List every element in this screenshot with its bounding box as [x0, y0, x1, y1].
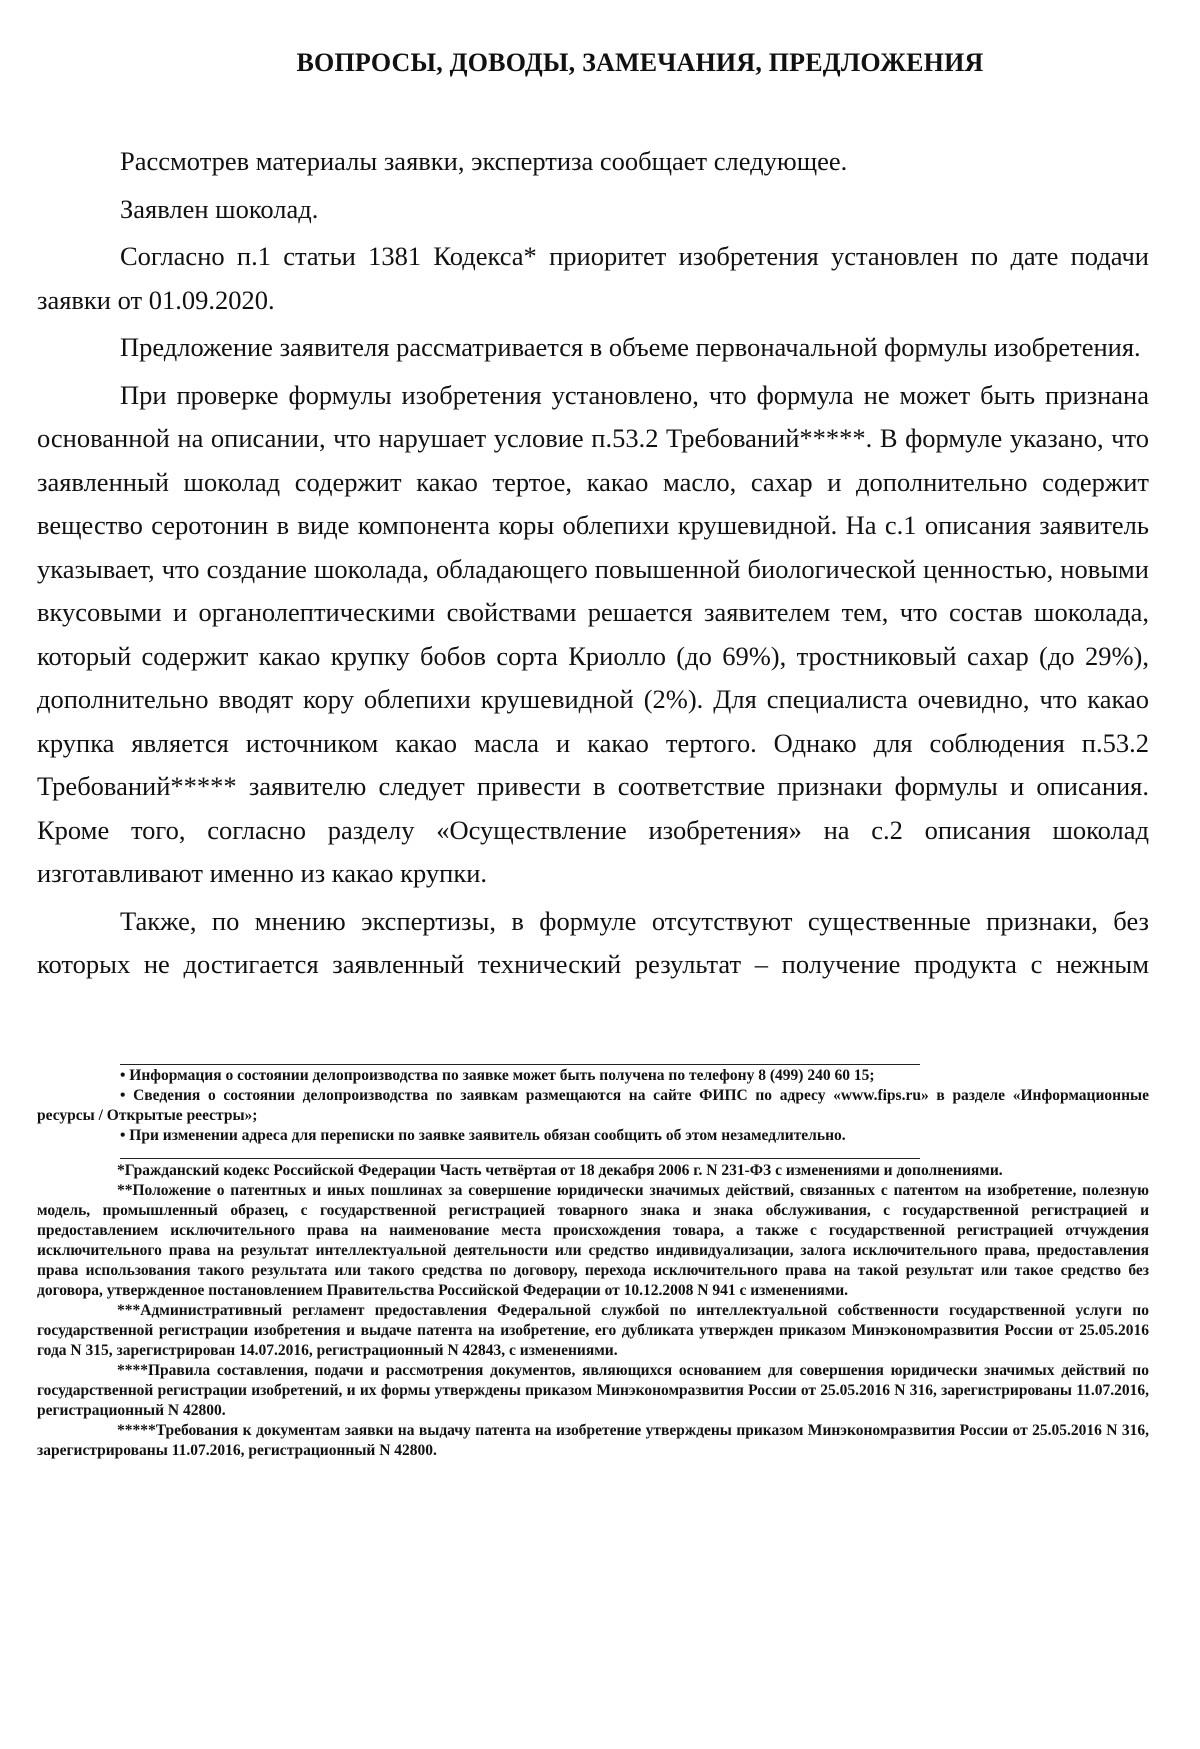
- footnote-separator-line: [120, 1158, 920, 1159]
- paragraph: Заявлен шоколад.: [120, 193, 319, 224]
- footnotes: [37, 1161, 1149, 1461]
- footnote: ****Правила составления, подачи и рассмотрения документов, являющихся основанием для совершения юридически значимых действий по государственной регистрации изобретений, и их формы утверждены приказом Минэкономразвития России от 25.05.2016 N 316, зарегистрированы 11.07.2016, регистрационный N 42800.: [37, 1362, 1149, 1419]
- paragraph: Рассмотрев материалы заявки, экспертиза сообщает следующее.: [120, 146, 848, 176]
- paragraph: Согласно п.1 статьи 1381 Кодекса* приоритет изобретения установлен по дате подачи заявки от 01.09.2020.: [37, 241, 1149, 315]
- page-title: ВОПРОСЫ, ДОВОДЫ, ЗАМЕЧАНИЯ, ПРЕДЛОЖЕНИЯ: [296, 48, 984, 77]
- footnote: **Положение о патентных и иных пошлинах за совершение юридически значимых действий, связанных с патентом на изобретение, полезную модель, промышленный образец, с государственной регистрацией товарного знака и знака обслуживания, с государственной регистрацией и предоставлением исключительного права на наименование места происхождения товара, а также с государственной регистрацией отчуждения исключительного права на результат интеллектуальной деятельности или средство индивидуализации, залога исключительного права, предоставления права использования такого результата или такого средства по договору, перехода исключительного права на такой результат или такое средство без договора, утвержденное постановлением Правительства Российской Федерации от 10.12.2008 N 941 с изменениями.: [37, 1182, 1149, 1299]
- info-notes: [37, 1066, 1149, 1146]
- paragraph: Предложение заявителя рассматривается в объеме первоначальной формулы изобретения.: [120, 332, 1141, 362]
- info-note: • При изменении адреса для переписки по заявке заявитель обязан сообщить об этом незамедлительно.: [120, 1127, 846, 1144]
- footnote: *****Требования к документам заявки на выдачу патента на изобретение утверждены приказом Минэкономразвития России от 25.05.2016 N 316, зарегистрированы 11.07.2016, регистрационный N 42800.: [37, 1422, 1149, 1459]
- paragraph: Также, по мнению экспертизы, в формуле отсутствуют существенные признаки, без которых не достигается заявленный технический результат – получение продукта с нежным: [37, 905, 1149, 979]
- body-text: [37, 140, 1149, 987]
- paragraph: При проверке формулы изобретения установлено, что формула не может быть признана основанной на описании, что нарушает условие п.53.2 Требований*****. В формуле указано, что заявленный шоколад содержит какао тертое, какао масло, сахар и дополнительно содержит вещество серотонин в виде компонента коры облепихи крушевидной. На с.1 описания заявитель указывает, что создание шоколада, обладающего повышенной биологической ценностью, новыми вкусовыми и органолептическими свойствами решается заявителем тем, что состав шоколада, который содержит какао крупку бобов сорта Криолло (до 69%), тростниковый сахар (до 29%), дополнительно вводят кору облепихи крушевидной (2%). Для специалиста очевидно, что какао крупка является источником какао масла и какао тертого. Однако для соблюдения п.53.2 Требований***** заявителю следует привести в соответствие признаки формулы и описания. Кроме того, согласно разделу «Осуществление изобретения» на с.2 описания шоколад изготавливают именно из какао крупки.: [37, 379, 1149, 888]
- info-note: • Сведения о состоянии делопроизводства по заявкам размещаются на сайте ФИПС по адресу «www.fips.ru» в разделе «Информационные ресурсы / Открытые реестры»;: [37, 1087, 1149, 1124]
- footnote: ***Административный регламент предоставления Федеральной службой по интеллектуальной собственности государственной услуги по государственной регистрации изобретения и выдаче патента на изобретение, его дубликата утвержден приказом Минэкономразвития России от 25.05.2016 года N 315, зарегистрирован 14.07.2016, регистрационный N 42843, с изменениями.: [37, 1302, 1149, 1359]
- footnote: *Гражданский кодекс Российской Федерации Часть четвёртая от 18 декабря 2006 г. N 231-ФЗ с изменениями и дополнениями.: [117, 1162, 1003, 1179]
- separator-line: [120, 1064, 920, 1065]
- info-note: • Информация о состоянии делопроизводства по заявке может быть получена по телефону 8 (499) 240 60 15;: [120, 1067, 875, 1084]
